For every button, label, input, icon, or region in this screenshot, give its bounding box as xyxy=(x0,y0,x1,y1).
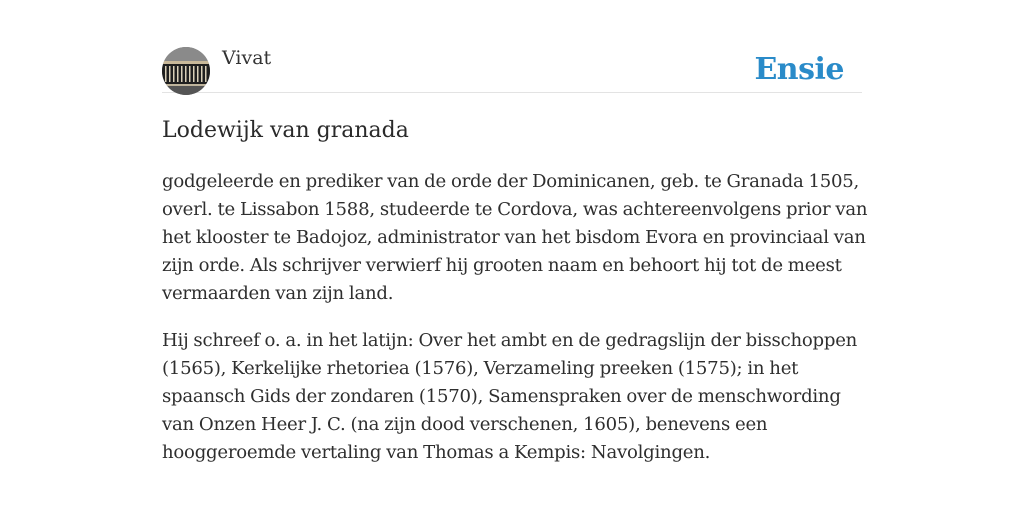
article-card xyxy=(162,0,868,512)
source-name[interactable]: Vivat xyxy=(222,47,272,69)
article-header xyxy=(162,0,862,93)
source-avatar[interactable] xyxy=(162,47,210,95)
article-body xyxy=(162,168,872,486)
brand-logo[interactable]: Ensie xyxy=(754,52,844,87)
article-paragraph: godgeleerde en prediker van de orde der Dominicanen, geb. te Granada 1505, overl. te Lissabon 1588, studeerde te Cordova, was achtereenvolgens prior van het klooster te Badojoz, administrator van het bisdom Evora en provinciaal van zijn orde. Als schrijver verwierf hij grooten naam en behoort hij tot de meest vermaarden van zijn land. xyxy=(162,171,868,304)
article-paragraph: Hij schreef o. a. in het latijn: Over het ambt en de gedragslijn der bisschoppen (1565), Kerkelijke rhetoriea (1576), Verzameling preeken (1575); in het spaansch Gids der zondaren (1570), Samenspraken over de menschwording van Onzen Heer J. C. (na zijn dood verschenen, 1605), benevens een hooggeroemde vertaling van Thomas a Kempis: Navolgingen. xyxy=(162,330,858,463)
bookshelf-avatar-icon xyxy=(162,47,210,95)
article-title: Lodewijk van granada xyxy=(162,118,409,143)
